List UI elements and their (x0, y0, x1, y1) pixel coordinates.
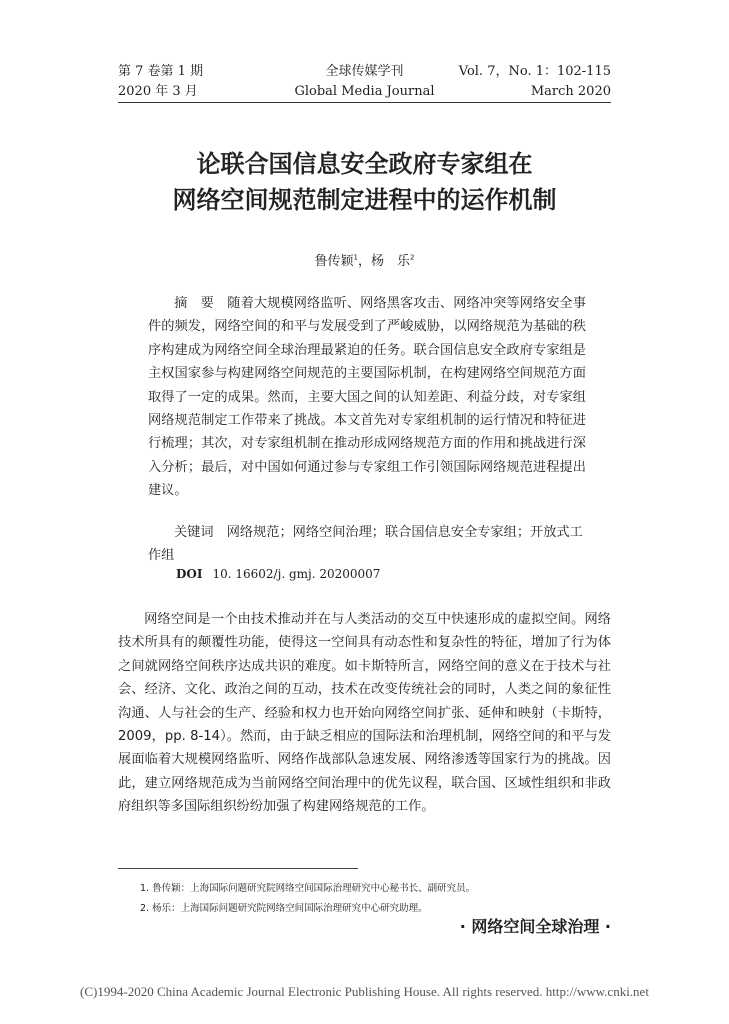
keywords-label: 关键词 (174, 525, 214, 540)
header-month: March 2020 (530, 84, 611, 99)
header-rule (118, 102, 611, 103)
doi (176, 567, 380, 581)
header-journal-en: Global Media Journal (294, 84, 435, 99)
authors (0, 250, 729, 269)
header-journal-cn: 全球传媒学刊 (325, 64, 404, 79)
doi-label: DOI (176, 567, 203, 581)
doi-value: 10. 16602/j. gmj. 20200007 (212, 567, 381, 581)
header-date: 2020 年 3 月 (118, 84, 198, 99)
footnote-2: 2. 杨乐：上海国际问题研究院网络空间国际治理研究中心研究助理。 (140, 903, 428, 914)
title-line-1: 论联合国信息安全政府专家组在 (196, 150, 533, 178)
header-vol-pages: Vol. 7，No. 1：102-115 (458, 64, 611, 79)
footnote-1: 1. 鲁传颖：上海国际问题研究院网络空间国际治理研究中心秘书长、副研究员。 (140, 883, 476, 894)
abstract-text: 随着大规模网络监听、网络黑客攻击、网络冲突等网络安全事件的频发，网络空间的和平与发展受到了严峻威胁，以网络规范为基础的秩序构建成为网络空间全球治理最紧迫的任务。联合国信息安全政府专家组是主权国家参与构建网络空间规范的主要国际机制，在构建网络空间规范方面取得了一定的成果。然而，主要大国之间的认知差距、利益分歧，对专家组网络规范制定工作带来了挑战。本文首先对专家组机制的运行情况和特征进行梳理；其次，对专家组机制在推动形成网络规范方面的作用和挑战进行深入分析；最后，对中国如何通过参与专家组工作引领国际网络规范进程提出建议。 (148, 296, 587, 499)
author-2-footnote-mark: 2 (410, 253, 415, 262)
keywords (148, 521, 586, 567)
title-line-2: 网络空间规范制定进程中的运作机制 (172, 186, 557, 214)
author-1: 鲁传颖 (314, 254, 354, 269)
author-separator: ， (357, 254, 371, 269)
article-title (0, 146, 729, 218)
copyright-notice: (C)1994-2020 China Academic Journal Electronic Publishing House. All rights reserved. http://www.cnki.net (80, 984, 649, 999)
abstract (148, 292, 586, 503)
abstract-label: 摘 要 (174, 296, 214, 311)
author-1-footnote-mark: 1 (353, 253, 358, 262)
footnote-rule (118, 868, 358, 869)
header-volume: 第 7 卷第 1 期 (118, 64, 204, 79)
body-paragraph-1: 网络空间是一个由技术推动并在与人类活动的交互中快速形成的虚拟空间。网络技术所具有的颠覆性功能，使得这一空间具有动态性和复杂性的特征，增加了行为体之间就网络空间秩序达成共识的难度。如卡斯特所言，网络空间的意义在于技术与社会、经济、文化、政治之间的互动，技术在改变传统社会的同时，人类之间的象征性沟通、人与社会的生产、经验和权力也开始向网络空间扩张、延伸和映射（卡斯特，2009，pp. 8-14）。然而，由于缺乏相应的国际法和治理机制，网络空间的和平与发展面临着大规模网络监听、网络作战部队急速发展、网络渗透等国家行为的挑战。因此，建立网络规范成为当前网络空间治理中的优先议程，联合国、区域性组织和非政府组织等多国际组织纷纷加强了构建网络规范的工作。 (118, 612, 611, 815)
keywords-text: 网络规范；网络空间治理；联合国信息安全专家组；开放式工作组 (148, 525, 583, 563)
header-citation (459, 62, 611, 102)
author-2: 杨 乐 (371, 254, 411, 269)
body-text (118, 608, 611, 819)
header-journal-name (0, 62, 729, 102)
section-label: · 网络空间全球治理 · (459, 917, 611, 936)
